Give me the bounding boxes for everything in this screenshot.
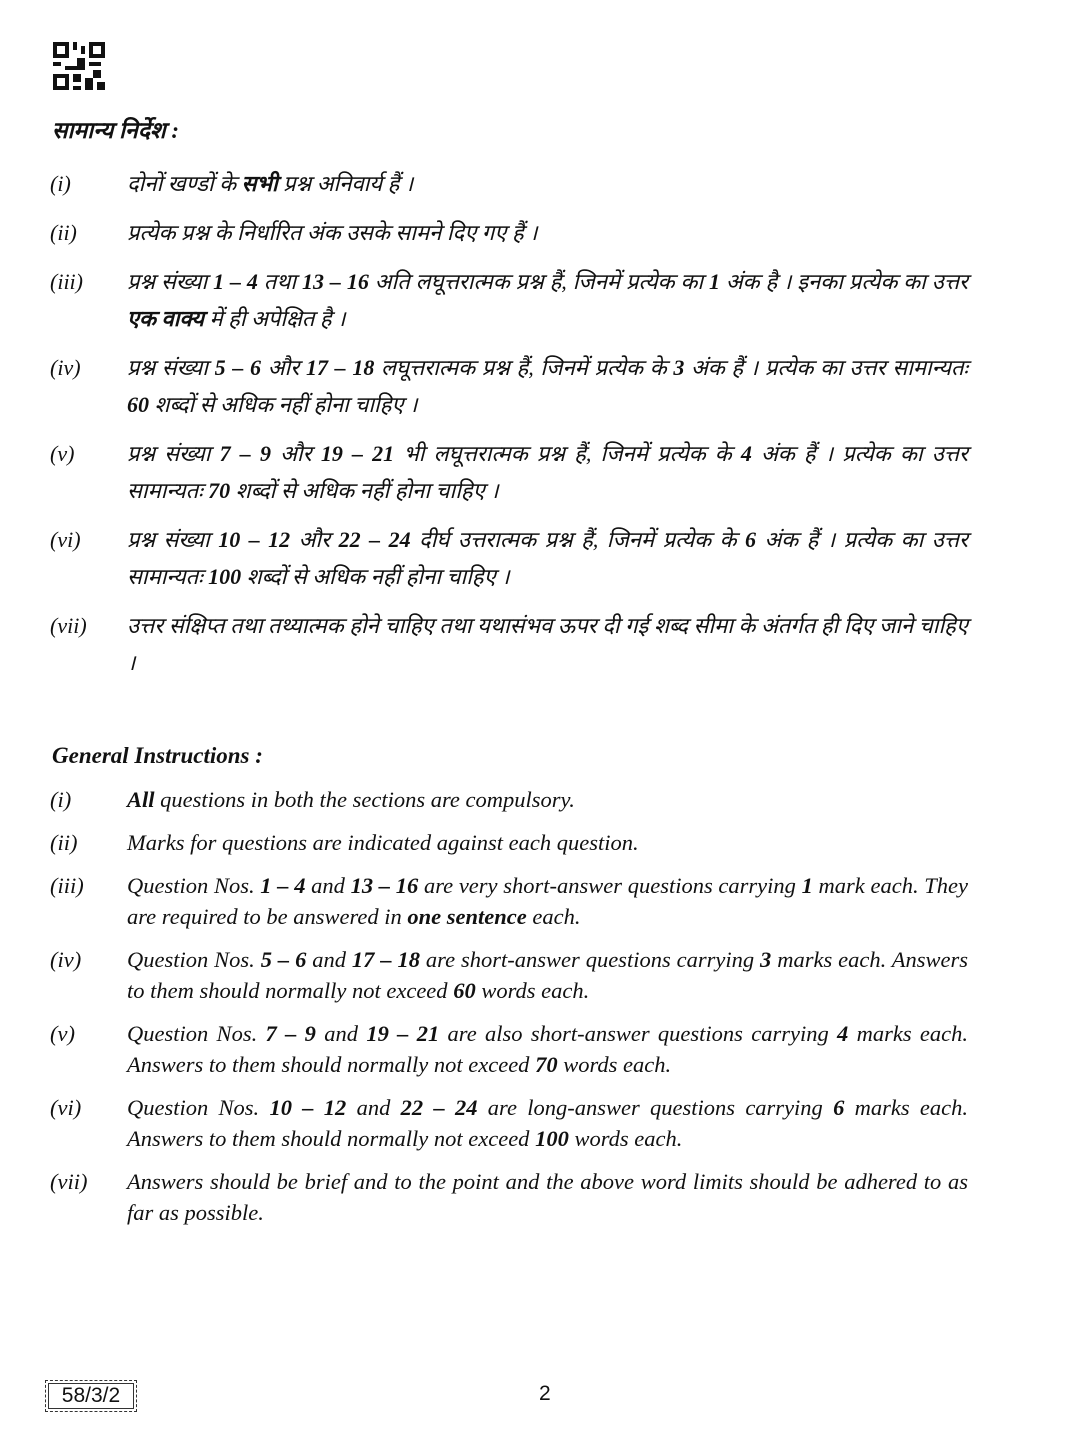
text-segment: Answers should be brief and to the point and the above word limits should be adhered to as far as possible. (127, 1169, 968, 1225)
bold-text: 3 (673, 355, 685, 380)
text-segment: अंक हैं । प्रत्येक का उत्तर सामान्यतः (684, 355, 968, 380)
text-segment: are also short-answer questions carrying (439, 1021, 838, 1046)
text-segment: अंक हैं । प्रत्येक का उत्तर सामान्यतः (127, 441, 968, 503)
text-segment: Marks for questions are indicated against each question. (127, 830, 639, 855)
text-segment: each. (526, 904, 581, 929)
instruction-item (50, 784, 968, 815)
item-text (127, 870, 968, 932)
instructions-page-body (50, 116, 968, 1240)
text-segment: दीर्घ उत्तरात्मक प्रश्न हैं, जिनमें प्रत्येक के (410, 527, 746, 552)
hindi-heading: सामान्य निर्देश : (52, 118, 180, 143)
bold-text: 5 – 6 (260, 947, 307, 972)
text-segment: प्रश्न संख्या (127, 269, 214, 294)
text-segment: Question Nos. (127, 1095, 270, 1120)
bold-text: All (127, 787, 155, 812)
bold-text: सभी (241, 171, 278, 196)
paper-code-box: 58/3/2 (45, 1380, 137, 1412)
instruction-item (50, 827, 968, 858)
bold-text: 13 – 16 (302, 269, 369, 294)
text-segment: marks each. Answers to them should normally not exceed (127, 1095, 969, 1151)
bold-text: 10 – 12 (269, 1095, 347, 1120)
text-segment: अति लघूत्तरात्मक प्रश्न हैं, जिनमें प्रत्येक का (368, 269, 709, 294)
text-segment: mark each. They are required to be answered in (127, 873, 969, 929)
bold-text: 1 – 4 (260, 873, 306, 898)
bold-text: 5 – 6 (214, 355, 262, 380)
instruction-item (50, 607, 968, 681)
item-label: (v) (50, 441, 75, 466)
item-label: (iii) (50, 269, 83, 294)
text-segment: लघूत्तरात्मक प्रश्न हैं, जिनमें प्रत्येक के (374, 355, 674, 380)
bold-text: 10 – 12 (218, 527, 291, 552)
text-segment: अंक है । इनका प्रत्येक का उत्तर (719, 269, 969, 294)
item-label: (i) (50, 171, 71, 196)
item-text (127, 607, 968, 681)
item-text (127, 435, 968, 509)
text-segment: Question Nos. (127, 873, 261, 898)
text-segment: words each. (568, 1126, 683, 1151)
bold-text: 19 – 21 (366, 1021, 440, 1046)
bold-text: 1 (708, 269, 720, 294)
page-number: 2 (539, 1382, 551, 1405)
bold-text: 17 – 18 (305, 355, 375, 380)
text-segment: are short-answer questions carrying (420, 947, 761, 972)
item-text (127, 1018, 968, 1080)
item-label: (ii) (50, 220, 77, 245)
bold-text: 3 (760, 947, 772, 972)
instruction-item (50, 521, 968, 595)
bold-text: 70 (535, 1052, 558, 1077)
bold-text: 6 (745, 527, 757, 552)
bold-text: 60 (453, 978, 476, 1003)
bold-text: 60 (127, 392, 149, 417)
item-label: (ii) (50, 830, 78, 855)
bold-text: 22 – 24 (338, 527, 411, 552)
bold-text: 17 – 18 (351, 947, 421, 972)
text-segment: questions in both the sections are compulsory. (154, 787, 575, 812)
bold-text: 1 (801, 873, 813, 898)
item-label: (vii) (50, 1169, 88, 1194)
instruction-item (50, 1018, 968, 1080)
item-text (127, 521, 968, 595)
text-segment: और (290, 527, 339, 552)
text-segment: and (306, 947, 352, 972)
text-segment: marks each. Answers to them should normally not exceed (127, 947, 968, 1003)
bold-text: एक वाक्य (127, 306, 205, 331)
item-text (127, 1166, 968, 1228)
bold-text: 4 (740, 441, 752, 466)
text-segment: and (305, 873, 351, 898)
instruction-item (50, 870, 968, 932)
text-segment: दोनों खण्डों के (127, 171, 242, 196)
instruction-item (50, 435, 968, 509)
qr-code-icon (53, 42, 105, 90)
instruction-item (50, 349, 968, 423)
text-segment: Question Nos. (127, 1021, 266, 1046)
item-text (127, 784, 968, 815)
text-segment: शब्दों से अधिक नहीं होना चाहिए । (230, 478, 499, 503)
item-text (127, 214, 968, 251)
text-segment: and (346, 1095, 401, 1120)
hindi-instructions (50, 165, 968, 681)
text-segment: में ही अपेक्षित है । (204, 306, 346, 331)
text-segment: उत्तर संक्षिप्त तथा तथ्यात्मक होने चाहिए तथा यथासंभव ऊपर दी गई शब्द सीमा के अंतर्गत ही दिए जाने चाहिए । (127, 613, 968, 675)
text-segment: marks each. Answers to them should normally not exceed (127, 1021, 969, 1077)
text-segment: और (261, 355, 306, 380)
instruction-item (50, 165, 968, 202)
item-text (127, 349, 968, 423)
text-segment: शब्दों से अधिक नहीं होना चाहिए । (149, 392, 418, 417)
text-segment: and (315, 1021, 367, 1046)
instruction-item (50, 1166, 968, 1228)
text-segment: शब्दों से अधिक नहीं होना चाहिए । (241, 564, 510, 589)
item-label: (iv) (50, 947, 82, 972)
item-text (127, 263, 968, 337)
text-segment: अंक हैं । प्रत्येक का उत्तर सामान्यतः (127, 527, 968, 589)
text-segment: प्रश्न संख्या (127, 441, 220, 466)
page-footer (45, 1380, 1025, 1414)
text-segment: are long-answer questions carrying (477, 1095, 834, 1120)
text-segment: प्रश्न अनिवार्य हैं । (277, 171, 414, 196)
bold-text: 1 – 4 (213, 269, 258, 294)
text-segment: words each. (557, 1052, 672, 1077)
bold-text: 13 – 16 (350, 873, 419, 898)
item-label: (i) (50, 787, 72, 812)
text-segment: words each. (475, 978, 590, 1003)
bold-text: 6 (833, 1095, 845, 1120)
bold-text: 22 – 24 (400, 1095, 478, 1120)
item-text (127, 165, 968, 202)
item-label: (vii) (50, 613, 87, 638)
item-text (127, 1092, 968, 1154)
item-label: (vi) (50, 1095, 82, 1120)
bold-text: 100 (535, 1126, 569, 1151)
item-label: (iv) (50, 355, 81, 380)
item-label: (vi) (50, 527, 81, 552)
bold-text: 7 – 9 (265, 1021, 316, 1046)
instruction-item (50, 944, 968, 1006)
text-segment: प्रश्न संख्या (127, 355, 215, 380)
text-segment: और (270, 441, 321, 466)
text-segment: प्रत्येक प्रश्न के निर्धारित अंक उसके सामने दिए गए हैं । (127, 220, 538, 245)
english-instructions (50, 784, 968, 1228)
text-segment: प्रश्न संख्या (127, 527, 219, 552)
instruction-item (50, 263, 968, 337)
item-text (127, 944, 968, 1006)
bold-text: 7 – 9 (219, 441, 271, 466)
instruction-item (50, 214, 968, 251)
bold-text: 70 (208, 478, 231, 503)
text-segment: are very short-answer questions carrying (418, 873, 802, 898)
bold-text: 4 (837, 1021, 849, 1046)
bold-text: 19 – 21 (320, 441, 395, 466)
bold-text: 100 (208, 564, 242, 589)
text-segment: Question Nos. (127, 947, 261, 972)
item-label: (iii) (50, 873, 84, 898)
instruction-item (50, 1092, 968, 1154)
text-segment: भी लघूत्तरात्मक प्रश्न हैं, जिनमें प्रत्येक के (394, 441, 741, 466)
bold-text: one sentence (407, 904, 527, 929)
item-text (127, 827, 968, 858)
text-segment: तथा (257, 269, 303, 294)
english-heading: General Instructions : (52, 743, 263, 768)
item-label: (v) (50, 1021, 75, 1046)
